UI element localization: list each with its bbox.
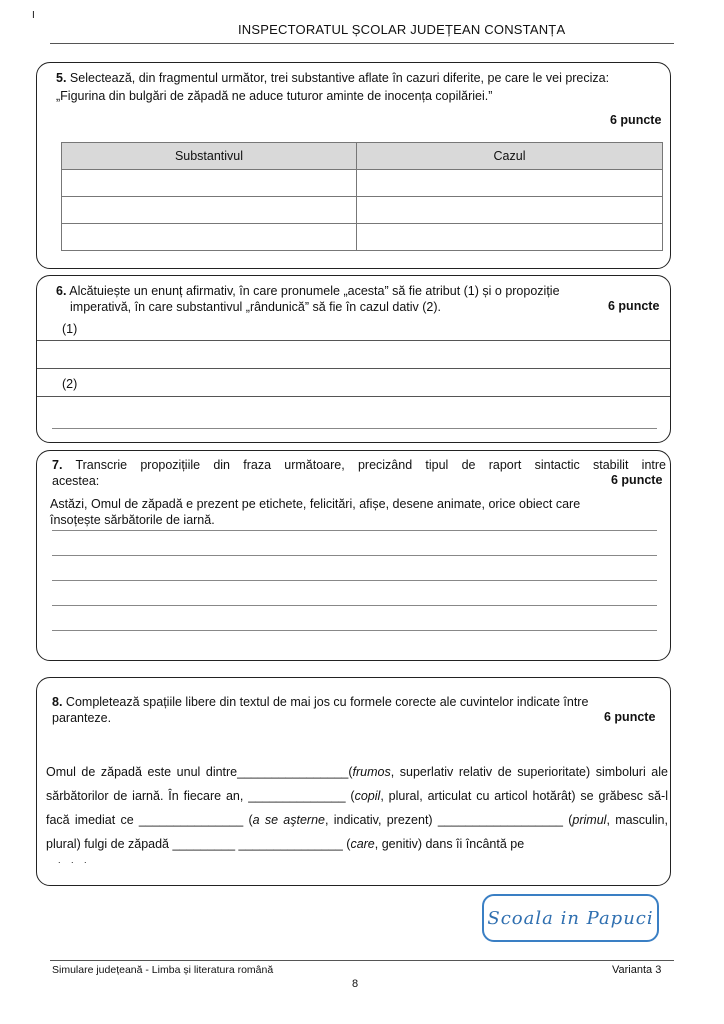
- header-mark: I: [32, 10, 35, 21]
- footer-variant: Varianta 3: [612, 964, 662, 976]
- table-cell[interactable]: [357, 170, 663, 197]
- question-7-sentence-line-2: însoțește sărbătorile de iarnă.: [50, 513, 215, 527]
- hint-word: primul: [572, 813, 607, 827]
- table-row: [62, 224, 663, 251]
- question-5-prompt: [56, 70, 666, 86]
- table-cell[interactable]: [62, 197, 357, 224]
- answer-line[interactable]: [52, 605, 657, 606]
- question-7-prompt: [52, 457, 666, 473]
- answer-table: [61, 142, 663, 251]
- question-7-line-1: Transcrie propozițiile din fraza următoare, precizând tipul de raport sintactic stabilit intre: [75, 458, 666, 472]
- answer-label-1: (1): [62, 322, 78, 336]
- question-8-line-1: Completează spațiile libere din textul de mai jos cu formele corecte ale cuvintelor indicate între: [65, 695, 589, 709]
- table-cell[interactable]: [62, 224, 357, 251]
- text-segment: , masculin, plural) fulgi de zăpadă _________ _______________ (: [46, 813, 668, 851]
- question-5-quote: „Figurina din bulgări de zăpadă ne aduce tuturor aminte de inocența copilăriei.”: [56, 89, 493, 103]
- footer-exam-name: Simulare județeană - Limba și literatura română: [52, 964, 274, 976]
- page-number: 8: [352, 978, 359, 990]
- text-segment: , genitiv) dans îi încântă pe: [374, 837, 525, 851]
- row-divider: [37, 340, 670, 341]
- answer-line[interactable]: [52, 580, 657, 581]
- question-5-text: Selectează, din fragmentul următor, trei substantive aflate în cazuri diferite, pe care le vei preciza:: [69, 71, 610, 85]
- table-row: [62, 170, 663, 197]
- header-divider: [50, 43, 674, 44]
- table-cell[interactable]: [62, 170, 357, 197]
- hint-word: care: [350, 837, 375, 851]
- answer-line[interactable]: [52, 428, 657, 429]
- text-segment: Omul de zăpadă este unul dintre________________(: [46, 765, 353, 779]
- question-5-number: 5.: [56, 71, 67, 85]
- table-cell[interactable]: [357, 197, 663, 224]
- text-segment: , plural, articulat cu articol hotărât) se grăbesc să-l facă imediat ce _______________ (: [46, 789, 668, 827]
- question-5-points: 6 puncte: [610, 113, 662, 127]
- hint-word: copil: [354, 789, 381, 803]
- answer-line[interactable]: [52, 530, 657, 531]
- fill-in-paragraph: [46, 760, 668, 856]
- question-8-line-2: paranteze.: [52, 711, 112, 725]
- text-segment: , indicativ, prezent) __________________ (: [325, 813, 573, 827]
- question-6-number: 6.: [56, 284, 67, 298]
- question-6-points: 6 puncte: [608, 299, 660, 313]
- footer-divider: [50, 960, 674, 961]
- question-6-line-1: Alcătuiește un enunț afirmativ, în care pronumele „acesta” să fie atribut (1) și o propoziție: [69, 284, 560, 298]
- question-7-number: 7.: [52, 458, 63, 472]
- row-divider: [37, 368, 670, 369]
- hint-word: frumos: [352, 765, 391, 779]
- hint-word: a se aşterne: [252, 813, 326, 827]
- question-8-number: 8.: [52, 695, 63, 709]
- question-6-prompt: [56, 283, 666, 299]
- answer-line[interactable]: [52, 630, 657, 631]
- column-header-cazul: Cazul: [357, 143, 663, 170]
- text-segment: , superlativ relativ de superioritate) simboluri ale sărbătorilor de iarnă. În fiecare an, ______________ (: [46, 765, 668, 803]
- table-cell[interactable]: [357, 224, 663, 251]
- table-row: [62, 197, 663, 224]
- row-divider: [37, 396, 670, 397]
- answer-label-2: (2): [62, 377, 78, 391]
- question-6-line-2: imperativă, în care substantivul „rândunică” să fie în cazul dativ (2).: [70, 300, 442, 314]
- page-header-title: INSPECTORATUL ȘCOLAR JUDEȚEAN CONSTANȚA: [238, 22, 566, 37]
- question-8-prompt: [52, 694, 662, 710]
- answer-line[interactable]: [52, 555, 657, 556]
- question-7-sentence-line-1: Astăzi, Omul de zăpadă e prezent pe etichete, felicitări, afișe, desene animate, orice obiect care: [50, 497, 581, 511]
- question-7-points: 6 puncte: [611, 473, 663, 487]
- question-7-line-2: acestea:: [52, 474, 100, 488]
- answer-table-header-row: [62, 143, 663, 170]
- column-header-substantivul: Substantivul: [62, 143, 357, 170]
- truncated-text: . . .: [58, 855, 91, 865]
- scoala-in-papuci-logo: Scoala in Papuci: [482, 894, 659, 942]
- question-8-points: 6 puncte: [604, 710, 656, 724]
